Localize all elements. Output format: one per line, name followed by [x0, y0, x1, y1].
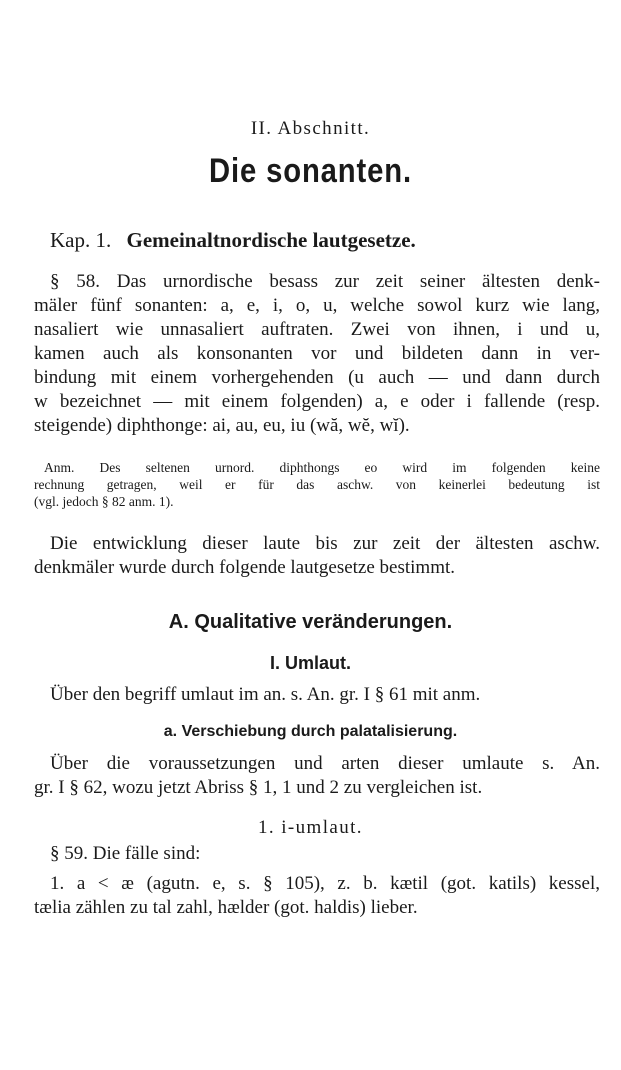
paragraph-item-1 — [34, 872, 600, 920]
subsection-a-text: a. Verschiebung durch palatalisierung. — [163, 723, 458, 740]
page-title: Die sonanten. — [209, 152, 412, 190]
subsection-umlaut-heading — [0, 651, 621, 675]
paragraph-development — [34, 532, 600, 580]
text-line: denkmäler wurde durch folgende lautgesetze bestimmt. — [34, 557, 456, 578]
text-line: § 58. Das urnordische besass zur zeit seiner ältesten denk- — [50, 271, 600, 292]
text-line: tælia zählen zu tal zahl, hælder (got. haldis) lieber. — [34, 897, 418, 918]
text-line: (vgl. jedoch § 82 anm. 1). — [34, 494, 174, 509]
chapter-title: Gemeinaltnordische lautgesetze. — [126, 228, 416, 252]
paragraph-59: § 59. Die fälle sind: — [50, 843, 201, 864]
paragraph-voraussetzungen — [34, 752, 600, 800]
text-line: nasaliert wie unnasaliert auftraten. Zwei von ihnen, i und u, — [34, 319, 600, 340]
text-line: gr. I § 62, wozu jetzt Abriss § 1, 1 und 2 zu vergleichen ist. — [34, 777, 483, 798]
text-line: Über die voraussetzungen und arten dieser umlaute s. An. — [50, 753, 600, 774]
text-line: rechnung getragen, weil er für das aschw. von keinerlei bedeutung ist — [34, 477, 600, 492]
paragraph-58 — [34, 270, 600, 438]
chapter-heading — [50, 226, 416, 254]
text-line: bindung mit einem vorhergehenden (u auch — und dann durch — [34, 367, 600, 388]
text-line: Die entwicklung dieser laute bis zur zeit der ältesten aschw. — [50, 533, 600, 554]
annotation-note — [34, 459, 600, 510]
subsection-umlaut-text: I. Umlaut. — [269, 653, 351, 673]
subsection-i-umlaut-heading: 1. i-umlaut. — [258, 817, 363, 838]
section-heading: II. Abschnitt. — [250, 118, 371, 139]
paragraph-umlaut: Über den begriff umlaut im an. s. An. gr. I § 61 mit anm. — [50, 684, 481, 705]
section-a-text: A. Qualitative veränderungen. — [168, 611, 453, 633]
chapter-number: Kap. 1. — [50, 228, 112, 252]
text-line: 1. a < æ (agutn. e, s. § 105), z. b. kætil (got. katils) kessel, — [50, 873, 600, 894]
text-line: mäler fünf sonanten: a, e, i, o, u, welche sowol kurz wie lang, — [34, 295, 600, 316]
text-line: kamen auch als konsonanten vor und bildeten dann in ver- — [34, 343, 600, 364]
text-line: w bezeichnet — mit einem folgenden) a, e oder i fallende (resp. — [34, 391, 600, 412]
subsection-a-heading — [0, 721, 621, 743]
text-line: Anm. Des seltenen urnord. diphthongs eo wird im folgenden keine — [44, 460, 600, 475]
section-a-heading — [0, 609, 621, 635]
text-line: steigende) diphthonge: ai, au, eu, iu (wă, wĕ, wĭ). — [34, 415, 410, 436]
